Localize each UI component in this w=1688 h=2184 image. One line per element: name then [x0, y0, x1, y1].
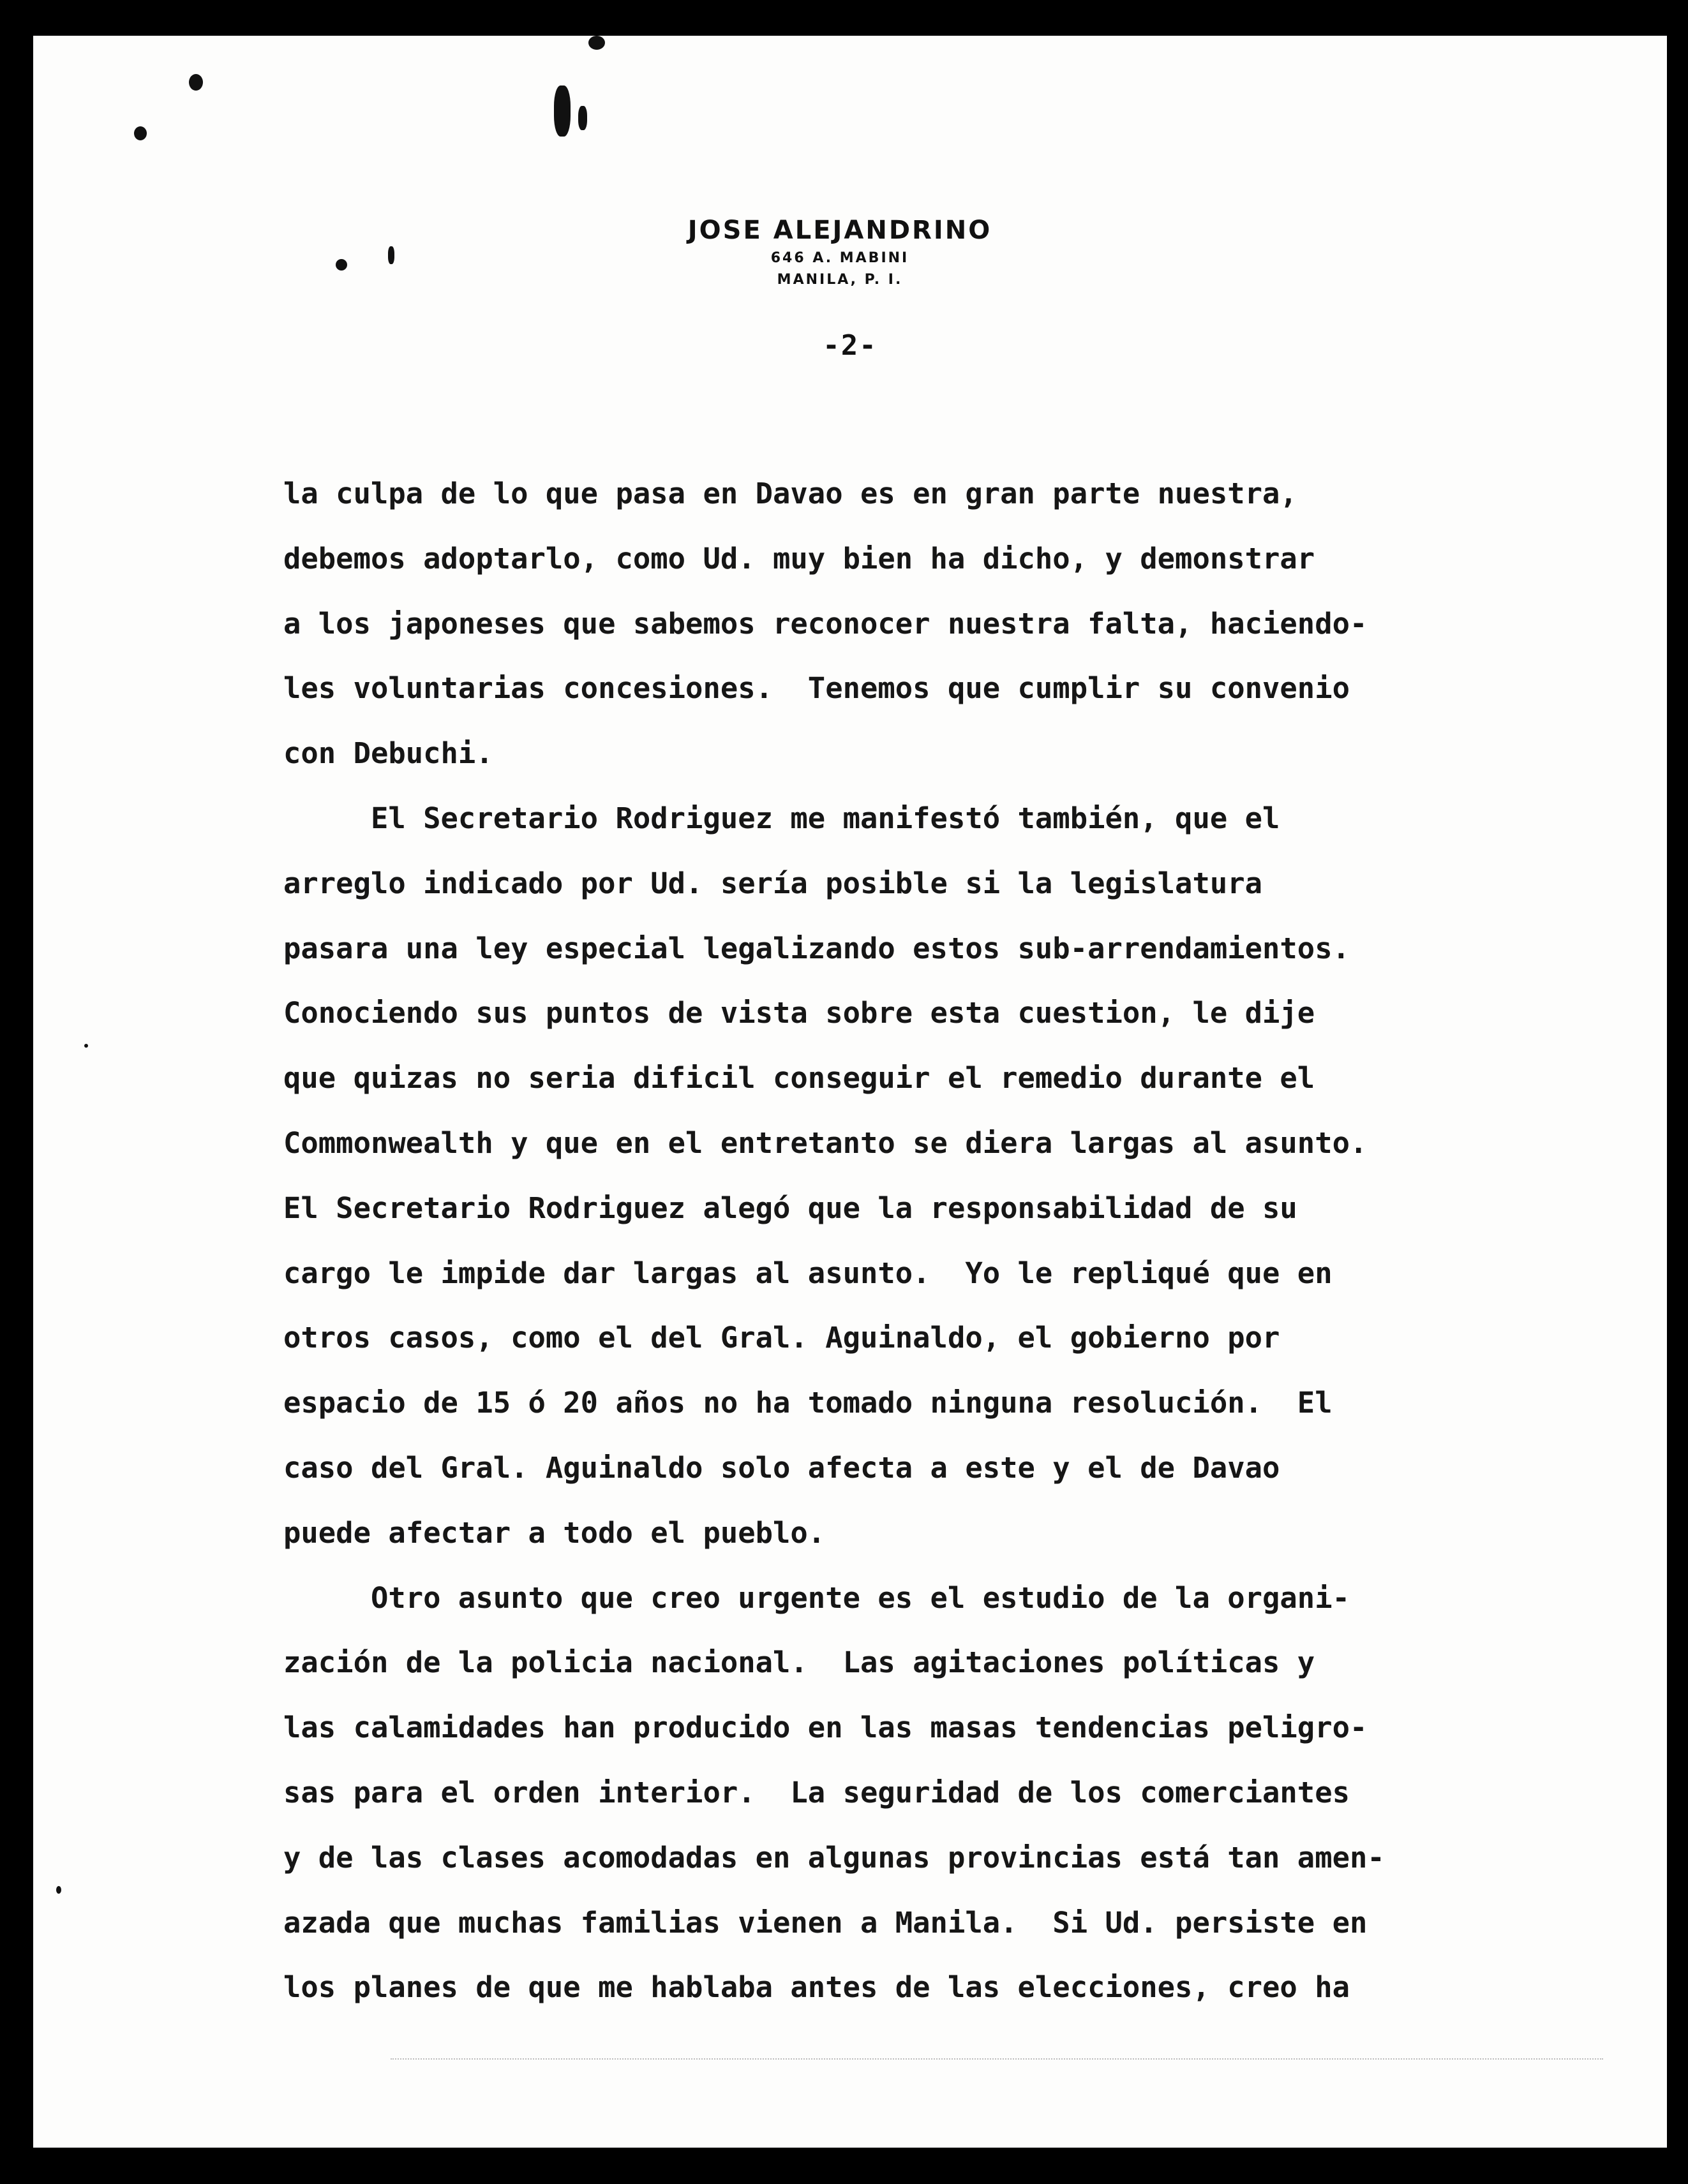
- text-line: que quizas no seria dificil conseguir el remedio durante el: [283, 1061, 1315, 1096]
- text-line: Otro asunto que creo urgente es el estudio de la organi-: [283, 1580, 1350, 1615]
- text-line: El Secretario Rodriguez me manifestó también, que el: [283, 801, 1280, 835]
- text-line: las calamidades han producido en las masas tendencias peligro-: [283, 1711, 1368, 1745]
- text-line: cargo le impide dar largas al asunto. Yo le repliqué que en: [283, 1256, 1333, 1290]
- text-line: espacio de 15 ó 20 años no ha tomado ninguna resolución. El: [283, 1386, 1333, 1420]
- text-line: otros casos, como el del Gral. Aguinaldo, el gobierno por: [283, 1321, 1280, 1355]
- text-line: Conociendo sus puntos de vista sobre esta cuestion, le dije: [283, 996, 1315, 1030]
- text-line: los planes de que me hablaba antes de las elecciones, creo ha: [283, 1970, 1350, 2005]
- text-line: sas para el orden interior. La seguridad de los comerciantes: [283, 1775, 1350, 1809]
- ink-speck: [84, 1044, 88, 1048]
- scan-speckle-line: [391, 2058, 1603, 2060]
- letterhead-name: JOSE ALEJANDRINO: [687, 216, 992, 245]
- text-line: debemos adoptarlo, como Ud. muy bien ha dicho, y demonstrar: [283, 541, 1315, 576]
- text-line: Commonwealth y que en el entretanto se diera largas al asunto.: [283, 1125, 1368, 1160]
- text-line: pasara una ley especial legalizando estos sub-arrendamientos.: [283, 931, 1350, 965]
- text-line: y de las clases acomodadas en algunas provincias está tan amen-: [283, 1840, 1385, 1875]
- ink-blot: [578, 106, 587, 130]
- ink-speck: [56, 1886, 61, 1894]
- text-line: zación de la policia nacional. Las agitaciones políticas y: [283, 1645, 1315, 1680]
- text-line: El Secretario Rodriguez alegó que la responsabilidad de su: [283, 1191, 1297, 1225]
- text-line: puede afectar a todo el pueblo.: [283, 1515, 826, 1550]
- text-line: les voluntarias concesiones. Tenemos que cumplir su convenio: [283, 671, 1350, 706]
- text-line: la culpa de lo que pasa en Davao es en gran parte nuestra,: [283, 477, 1297, 510]
- ink-blot: [189, 74, 203, 91]
- text-line: arreglo indicado por Ud. sería posible si la legislatura: [283, 866, 1263, 900]
- text-line: caso del Gral. Aguinaldo solo afecta a este y el de Davao: [283, 1450, 1280, 1485]
- ink-blot: [554, 85, 571, 137]
- text-line: con Debuchi.: [283, 736, 493, 771]
- page-number: -2-: [823, 329, 878, 362]
- ink-blot: [588, 36, 605, 50]
- document-page: [33, 36, 1667, 2148]
- letterhead-city: MANILA, P. I.: [777, 272, 903, 288]
- text-line: azada que muchas familias vienen a Manila. Si Ud. persiste en: [283, 1905, 1368, 1940]
- text-line: a los japoneses que sabemos reconocer nuestra falta, haciendo-: [283, 606, 1368, 641]
- letterhead-street: 646 A. MABINI: [770, 250, 909, 266]
- letter-body: [283, 476, 1560, 2035]
- ink-blot: [134, 126, 147, 140]
